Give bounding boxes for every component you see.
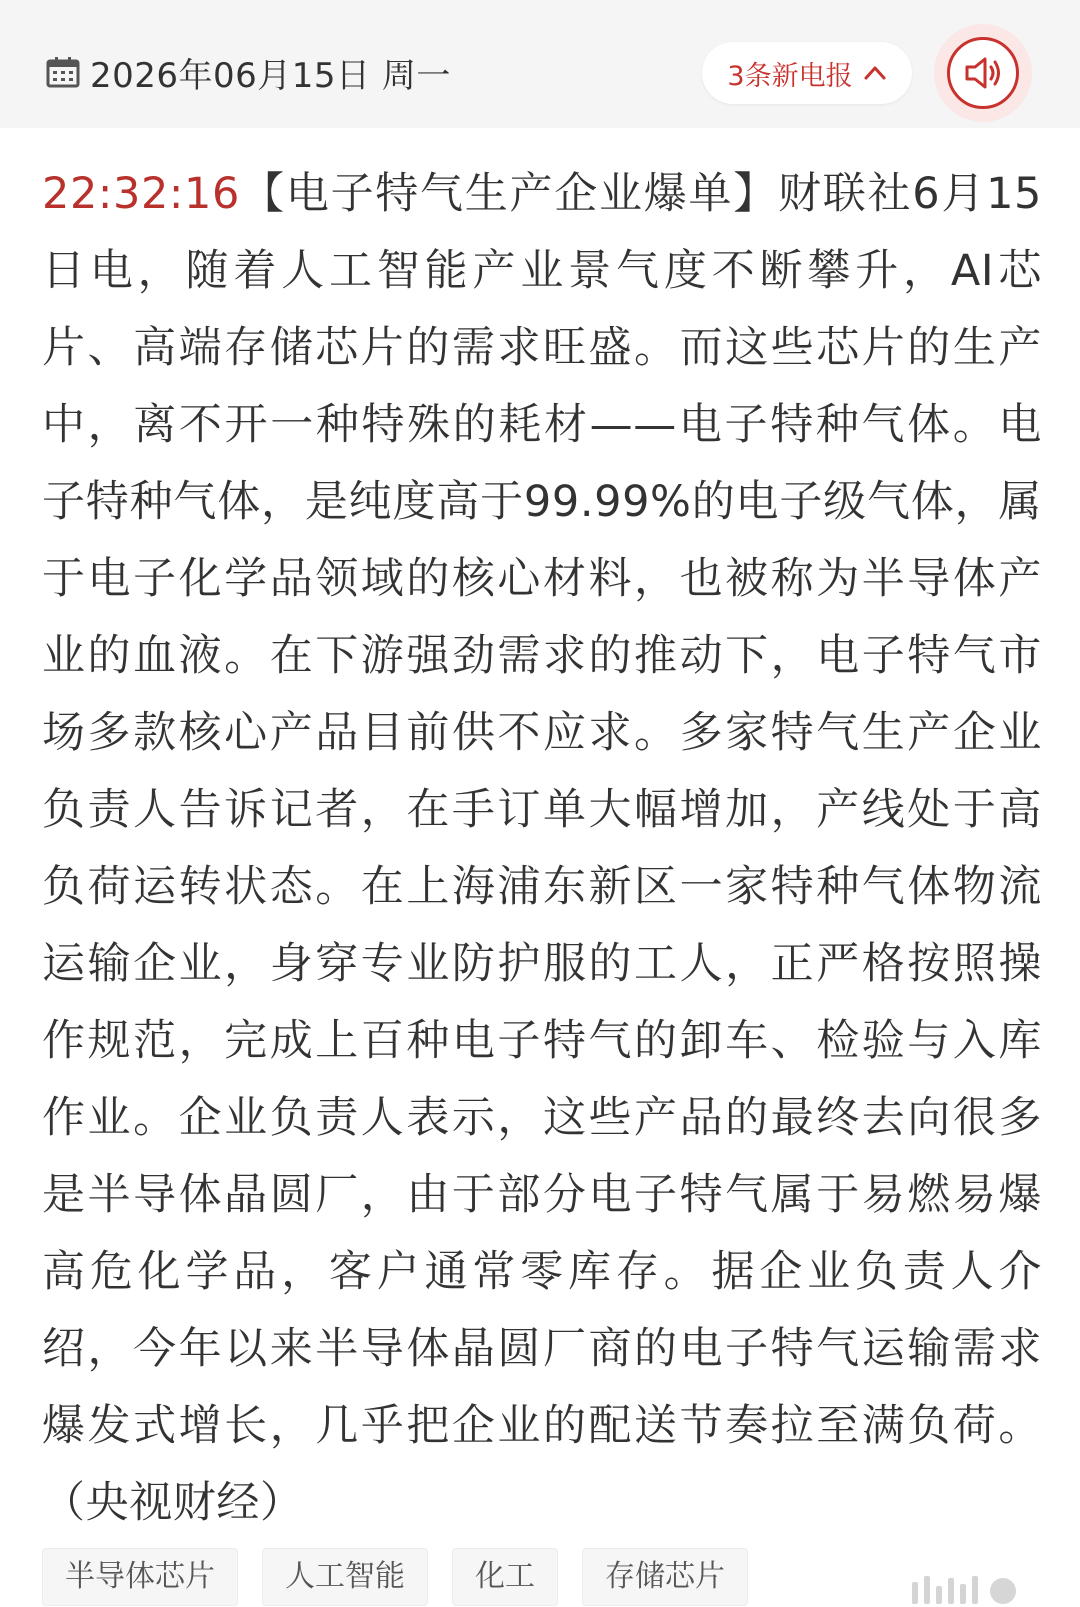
article-body: 【电子特气生产企业爆单】财联社6月15日电，随着人工智能产业景气度不断攀升，AI芯片、高端存储芯片的需求旺盛。而这些芯片的生产中，离不开一种特殊的耗材——电子特种气体。电子特种气体，是纯度高于99.99%的电子级气体，属于电子化学品领域的核心材料，也被称为半导体产业的血液。在下游强劲需求的推动下，电子特气市场多款核心产品目前供不应求。多家特气生产企业负责人告诉记者，在手订单大幅增加，产线处于高负荷运转状态。在上海浦东新区一家特种气体物流运输企业，身穿专业防护服的工人，正严格按照操作规范，完成上百种电子特气的卸车、检验与入库作业。企业负责人表示，这些产品的最终去向很多是半导体晶圆厂，由于部分电子特气属于易燃易爆高危化学品，客户通常零库存。据企业负责人介绍，今年以来半导体晶圆厂商的电子特气运输需求爆发式增长，几乎把企业的配送节奏拉至满负荷。（央视财经） [42,169,1042,1528]
date-header [0,0,1080,128]
new-telegrams-button[interactable] [702,42,912,104]
tag-artificial-intelligence[interactable]: 人工智能 [262,1548,428,1606]
tag-semiconductor-chips[interactable]: 半导体芯片 [42,1548,238,1606]
new-telegrams-label: 3条新电报 [727,60,853,92]
tag-storage-chips[interactable]: 存储芯片 [582,1548,748,1606]
article-time: 22:32:16 [42,169,240,219]
audio-play-button[interactable] [934,24,1032,122]
audio-play-button-ring [947,37,1019,109]
date-display [46,50,451,94]
watermark-icon [912,1574,1022,1604]
speaker-icon [963,55,1003,91]
tag-list [42,1548,772,1606]
tag-chemicals[interactable]: 化工 [452,1548,558,1606]
date-text: 2026年06月15日 周一 [90,55,451,96]
telegraph-article [42,156,1042,1542]
chevron-up-icon [863,61,887,85]
calendar-icon [46,56,80,88]
